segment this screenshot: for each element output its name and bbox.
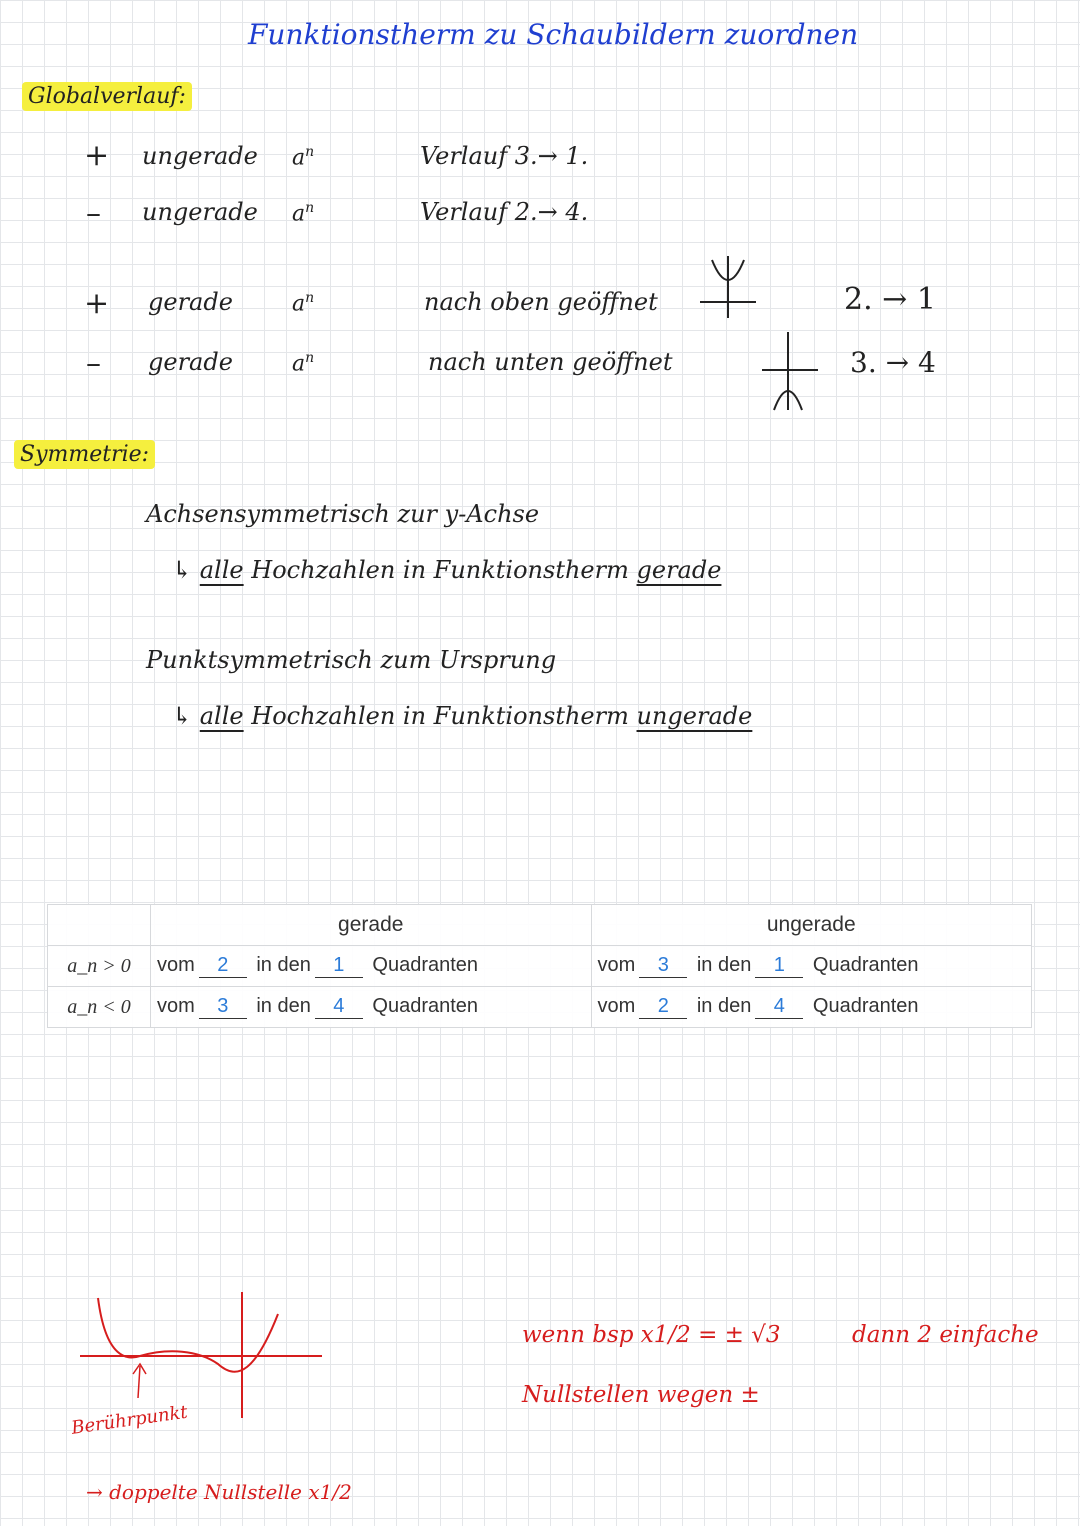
header-gerade: gerade (151, 905, 592, 946)
sign-plus: + (84, 286, 110, 321)
table-row (48, 946, 1032, 987)
parity-label: ungerade (142, 198, 258, 226)
parity-label: ungerade (142, 142, 258, 170)
double-root-note: → doppelte Nullstelle x1/2 (86, 1480, 352, 1504)
axis-symmetry-rule (172, 556, 721, 584)
quadrant-note: 2. → 1 (844, 282, 936, 317)
axis-symmetry-title: Achsensymmetrisch zur y-Achse (146, 500, 540, 528)
rule-keyword: ungerade (636, 702, 753, 730)
gerade-cell: vom 2 in den 1 Quadranten (151, 946, 592, 987)
behavior-text: nach unten geöffnet (428, 348, 673, 376)
rule-middle: Hochzahlen in Funktionstherm (251, 556, 629, 584)
coefficient-term: $a^n$ (292, 350, 315, 377)
table-row (48, 987, 1032, 1028)
touch-point-label: Berührpunkt (70, 1401, 189, 1439)
coefficient-term: $a^n$ (292, 290, 315, 317)
opening-down-sketch (758, 330, 824, 414)
ungerade-cell: vom 3 in den 1 Quadranten (591, 946, 1032, 987)
arrow-icon: ↳ (172, 556, 200, 584)
behavior-text: nach oben geöffnet (424, 288, 658, 316)
parity-label: gerade (148, 288, 233, 316)
root-example-note-line2: Nullstellen wegen ± (522, 1382, 760, 1408)
table-header-row (48, 905, 1032, 946)
answer-field: 3 (639, 954, 687, 978)
answer-field: 1 (315, 954, 363, 978)
coefficient-term: $a^n$ (292, 144, 315, 171)
gerade-cell: vom 3 in den 4 Quadranten (151, 987, 592, 1028)
behavior-text: Verlauf 3.→ 1. (420, 142, 589, 170)
answer-field: 4 (315, 995, 363, 1019)
sign-minus: – (86, 346, 101, 381)
page-title: Funktionstherm zu Schaubildern zuordnen (248, 18, 859, 51)
touch-point-sketch (78, 1290, 328, 1420)
quadrant-table (47, 904, 1032, 1028)
section-heading-symmetry: Symmetrie: (14, 440, 155, 469)
quadrant-note: 3. → 4 (850, 346, 936, 379)
sign-plus: + (84, 138, 110, 173)
sign-minus: – (86, 196, 101, 231)
opening-up-sketch (698, 252, 758, 322)
answer-field: 1 (755, 954, 803, 978)
answer-field: 4 (755, 995, 803, 1019)
answer-field: 2 (639, 995, 687, 1019)
coefficient-term: $a^n$ (292, 200, 315, 227)
header-ungerade: ungerade (591, 905, 1032, 946)
root-example-tail: dann 2 einfache (852, 1322, 1039, 1348)
rule-keyword: gerade (636, 556, 722, 584)
section-heading-global: Globalverlauf: (22, 82, 192, 111)
header-blank (48, 905, 151, 946)
rule-prefix: alle (199, 556, 244, 584)
answer-field: 3 (199, 995, 247, 1019)
root-example-note: wenn bsp x1/2 = ± √3 (522, 1322, 781, 1348)
point-symmetry-title: Punktsymmetrisch zum Ursprung (146, 646, 557, 674)
point-symmetry-rule (172, 702, 752, 730)
answer-field: 2 (199, 954, 247, 978)
arrow-icon: ↳ (172, 702, 200, 730)
rule-prefix: alle (199, 702, 244, 730)
parity-label: gerade (148, 348, 233, 376)
rule-middle: Hochzahlen in Funktionstherm (251, 702, 629, 730)
row-label: a_n < 0 (48, 987, 151, 1028)
ungerade-cell: vom 2 in den 4 Quadranten (591, 987, 1032, 1028)
behavior-text: Verlauf 2.→ 4. (420, 198, 589, 226)
row-label: a_n > 0 (48, 946, 151, 987)
